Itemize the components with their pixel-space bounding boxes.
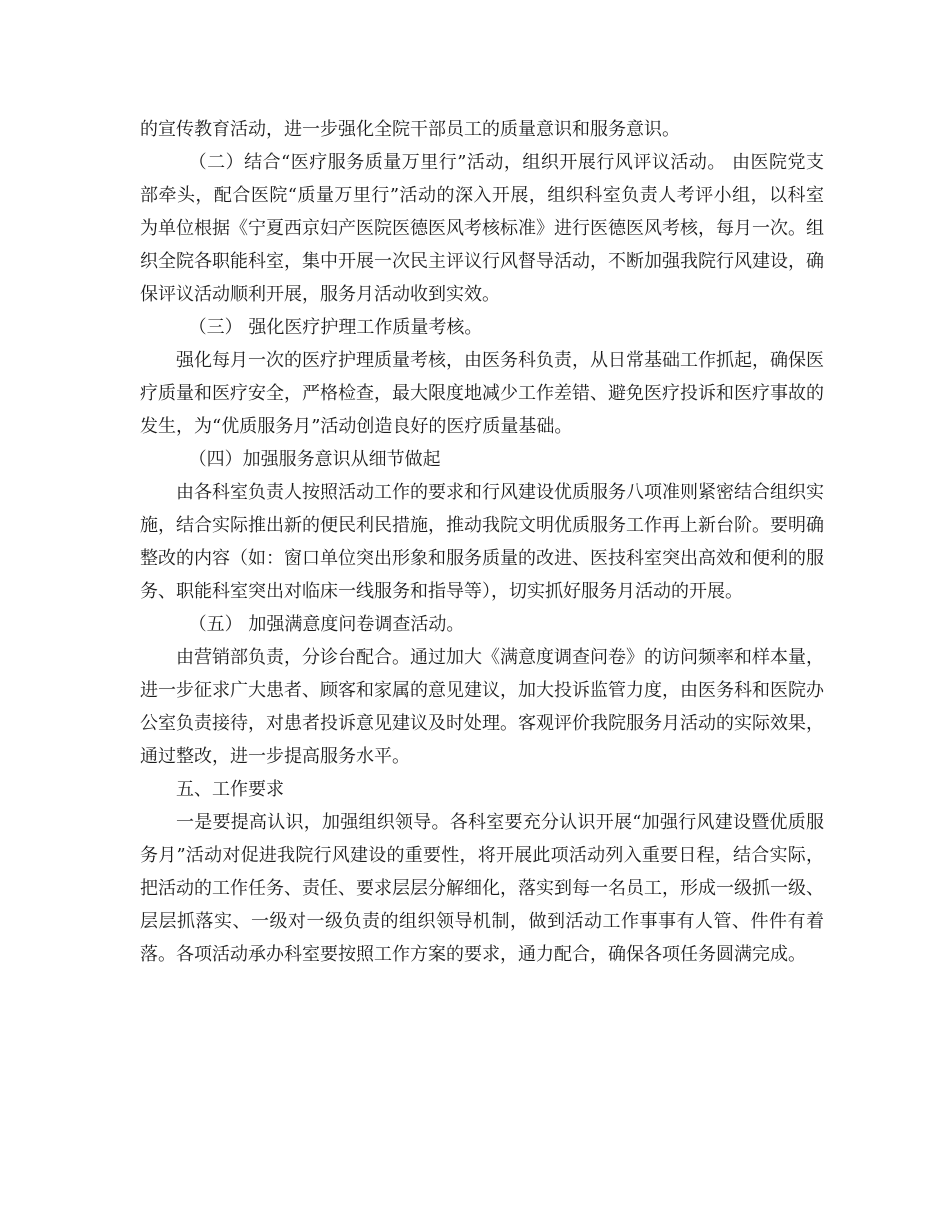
heading-section-4: （四）加强服务意识从细节做起 [188,449,441,470]
paragraph-section-5-body: 由营销部负责，分诊台配合。通过加大《满意度调查问卷》的访问频率和样本量，进一步征求广大患者、顾客和家属的意见建议，加大投诉监管力度，由医务科和医院办公室负责接待，对患者投诉意见建议及时处理。客观评价我院服务月活动的实际效果，通过整改，进一步提高服务水平。 [140,647,824,767]
heading-section-5: （五） 加强满意度问卷调查活动。 [188,614,465,635]
paragraph-section-3-body: 强化每月一次的医疗护理质量考核，由医务科负责，从日常基础工作抓起，确保医疗质量和医疗安全，严格检查，最大限度地减少工作差错、避免医疗投诉和医疗事故的发生，为“优质服务月”活动创造良好的医疗质量基础。 [140,350,824,437]
heading-work-requirements: 五、工作要求 [176,779,284,800]
document-body [140,113,824,971]
paragraph-section-4-body: 由各科室负责人按照活动工作的要求和行风建设优质服务八项准则紧密结合组织实施，结合实际推出新的便民利民措施，推动我院文明优质服务工作再上新台阶。要明确整改的内容（如：窗口单位突出形象和服务质量的改进、医技科室突出高效和便利的服务、职能科室突出对临床一线服务和指导等），切实抓好服务月活动的开展。 [140,482,824,602]
heading-section-3: （三） 强化医疗护理工作质量考核。 [188,317,483,338]
paragraph-section-2: （二）结合“医疗服务质量万里行”活动，组织开展行风评议活动。 由医院党支部牵头，配合医院“质量万里行”活动的深入开展，组织科室负责人考评小组，以科室为单位根据《宁夏西京妇产医院医德医风考核标准》进行医德医风考核，每月一次。组织全院各职能科室，集中开展一次民主评议行风督导活动，不断加强我院行风建设，确保评议活动顺利开展，服务月活动收到实效。 [140,152,824,305]
paragraph-continuation: 的宣传教育活动，进一步强化全院干部员工的质量意识和服务意识。 [140,119,680,140]
paragraph-work-requirements-body: 一是要提高认识，加强组织领导。各科室要充分认识开展“加强行风建设暨优质服务月”活动对促进我院行风建设的重要性，将开展此项活动列入重要日程，结合实际，把活动的工作任务、责任、要求层层分解细化，落实到每一名员工，形成一级抓一级、层层抓落实、一级对一级负责的组织领导机制，做到活动工作事事有人管、件件有着落。各项活动承办科室要按照工作方案的要求，通力配合，确保各项任务圆满完成。 [140,812,824,965]
